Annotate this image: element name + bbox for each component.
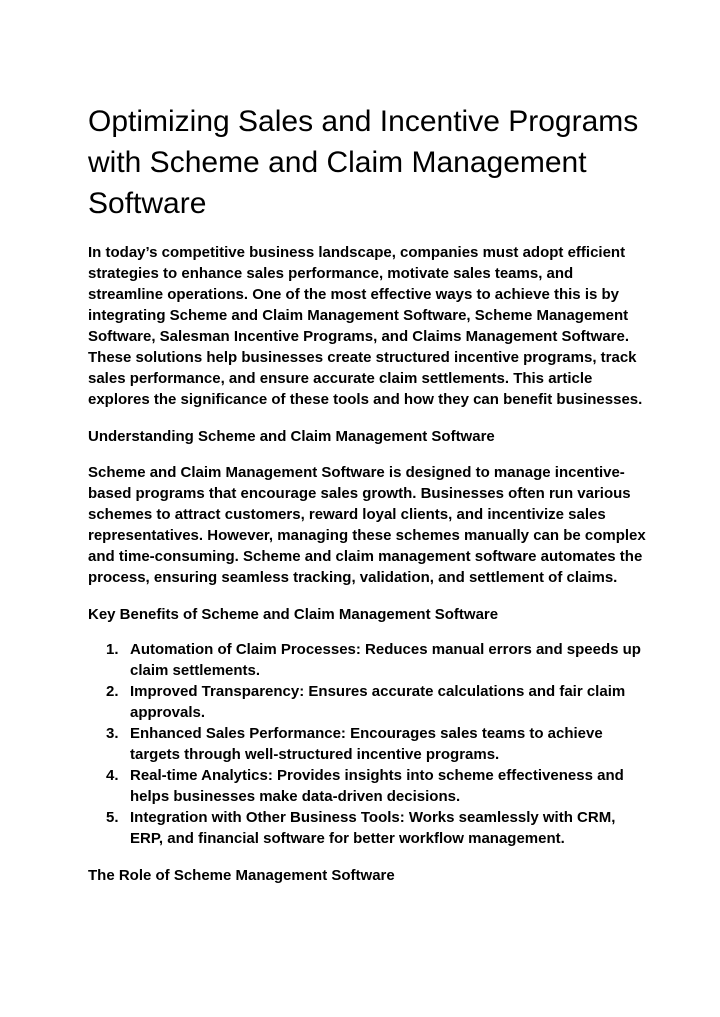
list-item bbox=[88, 681, 648, 723]
list-item-text: Improved Transparency: Ensures accurate calculations and fair claim approvals. bbox=[130, 683, 626, 721]
section-heading-role: The Role of Scheme Management Software bbox=[88, 867, 395, 884]
list-item-text: Automation of Claim Processes: Reduces manual errors and speeds up claim settlements. bbox=[130, 641, 641, 679]
list-item-number: 1. bbox=[106, 641, 119, 658]
section-heading-understanding: Understanding Scheme and Claim Management Software bbox=[88, 428, 495, 445]
list-item-number: 5. bbox=[106, 809, 119, 826]
list-item bbox=[88, 639, 648, 681]
list-item-text: Enhanced Sales Performance: Encourages sales teams to achieve targets through well-structured incentive programs. bbox=[130, 725, 603, 763]
document-title: Optimizing Sales and Incentive Programs with Scheme and Claim Management Software bbox=[88, 105, 639, 220]
section-heading-key-benefits: Key Benefits of Scheme and Claim Management Software bbox=[88, 606, 499, 623]
list-item-text: Integration with Other Business Tools: Works seamlessly with CRM, ERP, and financial software for better workflow management. bbox=[130, 809, 616, 847]
document-page bbox=[88, 101, 648, 886]
list-item bbox=[88, 765, 648, 807]
list-item-text: Real-time Analytics: Provides insights into scheme effectiveness and helps businesses make data-driven decisions. bbox=[130, 767, 624, 805]
list-item bbox=[88, 723, 648, 765]
list-item-number: 4. bbox=[106, 767, 119, 784]
list-item-number: 2. bbox=[106, 683, 119, 700]
intro-paragraph: In today’s competitive business landscape, companies must adopt efficient strategies to enhance sales performance, motivate sales teams, and streamline operations. One of the most effective ways to achieve this is by integrating Scheme and Claim Management Software, Scheme Management Software, Salesman Incentive Programs, and Claims Management Software. These solutions help businesses create structured incentive programs, track sales performance, and ensure accurate claim settlements. This article explores the significance of these tools and how they can benefit businesses. bbox=[88, 244, 643, 408]
section-paragraph-understanding: Scheme and Claim Management Software is designed to manage incentive-based programs that encourage sales growth. Businesses often run various schemes to attract customers, reward loyal clients, and incentivize sales representatives. However, managing these schemes manually can be complex and time-consuming. Scheme and claim management software automates the process, ensuring seamless tracking, validation, and settlement of claims. bbox=[88, 464, 646, 586]
list-item-number: 3. bbox=[106, 725, 119, 742]
benefits-list bbox=[88, 639, 648, 849]
list-item bbox=[88, 807, 648, 849]
